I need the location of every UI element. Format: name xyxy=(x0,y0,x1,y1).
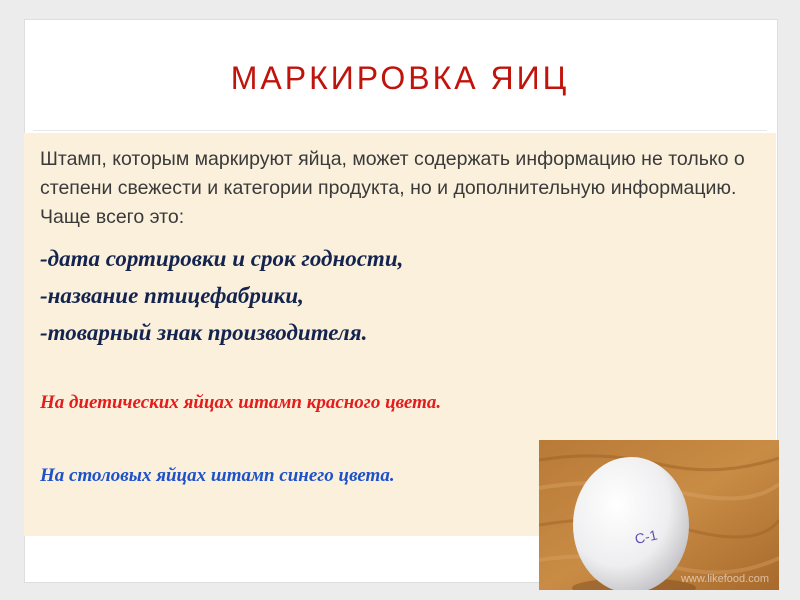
egg-shape xyxy=(573,457,689,590)
list-item: -название птицефабрики, xyxy=(40,283,304,308)
slide-title: МАРКИРОВКА ЯИЦ xyxy=(230,60,570,96)
egg-photo xyxy=(539,440,779,590)
intro-text: Штамп, которым маркируют яйца, может содержать информацию не только о степени свежести и категории продукта, но и дополнительную информацию. Чаще всего это: xyxy=(40,148,745,228)
dietary-egg-note: На диетических яйцах штамп красного цвета. xyxy=(40,392,442,413)
egg-stamp: С-1 xyxy=(633,526,659,547)
egg-photo-illustration xyxy=(539,440,779,590)
table-egg-note: На столовых яйцах штамп синего цвета. xyxy=(40,465,395,486)
stamp-info-list xyxy=(40,240,403,351)
list-item: -дата сортировки и срок годности, xyxy=(40,246,404,271)
list-item: -товарный знак производителя. xyxy=(40,320,368,345)
watermark: www.likefood.com xyxy=(680,573,769,585)
